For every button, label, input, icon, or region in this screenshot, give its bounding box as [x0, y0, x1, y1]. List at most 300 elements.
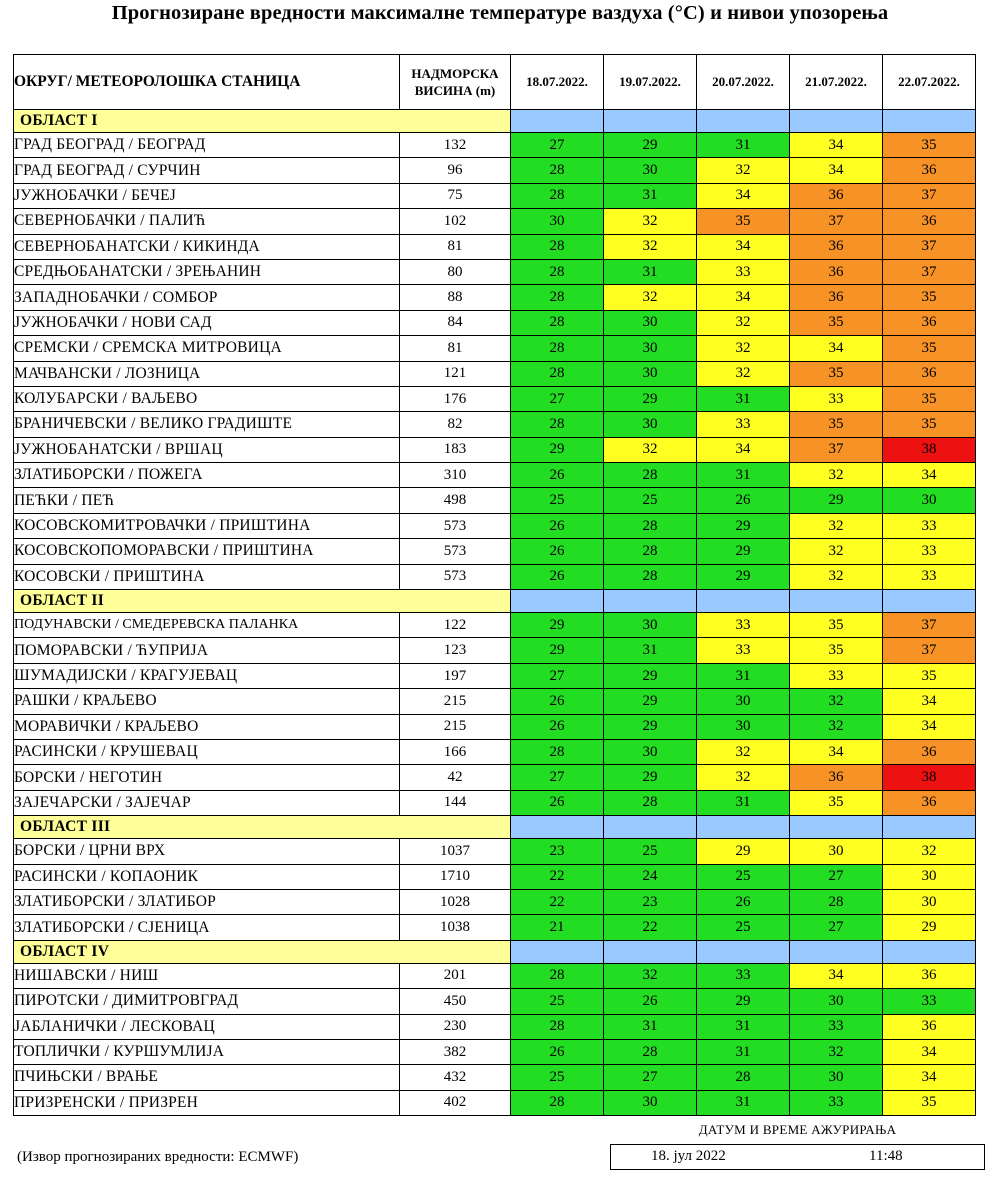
station-name: МАЧВАНСКИ / ЛОЗНИЦА — [14, 361, 400, 386]
temperature-cell: 28 — [604, 790, 697, 815]
temperature-cell: 31 — [697, 1039, 790, 1064]
altitude-value: 573 — [400, 539, 511, 564]
altitude-value: 382 — [400, 1039, 511, 1064]
update-time: 11:48 — [869, 1148, 903, 1164]
temperature-cell: 29 — [604, 765, 697, 790]
temperature-cell: 29 — [604, 663, 697, 688]
altitude-value: 310 — [400, 463, 511, 488]
table-row — [14, 437, 976, 462]
temperature-cell: 30 — [604, 158, 697, 183]
temperature-cell: 35 — [883, 386, 976, 411]
temperature-cell: 31 — [697, 663, 790, 688]
table-row — [14, 336, 976, 361]
table-row — [14, 158, 976, 183]
temperature-cell: 27 — [511, 133, 604, 158]
station-name: РАСИНСКИ / КОПАОНИК — [14, 864, 400, 889]
temperature-cell: 26 — [604, 989, 697, 1014]
temperature-cell: 32 — [790, 539, 883, 564]
region-band-cell — [883, 816, 976, 839]
station-name: ЗЛАТИБОРСКИ / ЗЛАТИБОР — [14, 889, 400, 914]
temperature-cell: 26 — [511, 564, 604, 589]
altitude-value: 144 — [400, 790, 511, 815]
temperature-cell: 34 — [790, 739, 883, 764]
temperature-cell: 31 — [604, 1014, 697, 1039]
altitude-value: 573 — [400, 564, 511, 589]
temperature-cell: 21 — [511, 915, 604, 940]
altitude-value: 450 — [400, 989, 511, 1014]
temperature-cell: 36 — [883, 361, 976, 386]
temperature-cell: 30 — [604, 310, 697, 335]
station-name: КОСОВСКОМИТРОВАЧКИ / ПРИШТИНА — [14, 513, 400, 538]
table-row — [14, 889, 976, 914]
temperature-cell: 36 — [883, 209, 976, 234]
station-name: ПЕЋКИ / ПЕЋ — [14, 488, 400, 513]
station-name: СРЕДЊОБАНАТСКИ / ЗРЕЊАНИН — [14, 259, 400, 284]
temperature-cell: 32 — [790, 564, 883, 589]
temperature-cell: 26 — [697, 889, 790, 914]
table-row — [14, 1065, 976, 1090]
temperature-cell: 28 — [511, 234, 604, 259]
temperature-cell: 29 — [697, 513, 790, 538]
temperature-cell: 29 — [604, 689, 697, 714]
temperature-cell: 28 — [511, 310, 604, 335]
temperature-cell: 35 — [883, 133, 976, 158]
temperature-cell: 25 — [604, 839, 697, 864]
temperature-cell: 31 — [697, 790, 790, 815]
temperature-cell: 33 — [790, 386, 883, 411]
temperature-cell: 35 — [883, 663, 976, 688]
station-name: ЈУЖНОБАНАТСКИ / ВРШАЦ — [14, 437, 400, 462]
altitude-value: 183 — [400, 437, 511, 462]
temperature-cell: 37 — [790, 209, 883, 234]
temperature-cell: 23 — [604, 889, 697, 914]
region-band-cell — [604, 940, 697, 963]
station-name: ШУМАДИЈСКИ / КРАГУЈЕВАЦ — [14, 663, 400, 688]
region-label: ОБЛАСТ III — [14, 816, 511, 839]
temperature-cell: 34 — [790, 158, 883, 183]
temperature-cell: 36 — [790, 765, 883, 790]
temperature-cell: 32 — [697, 336, 790, 361]
station-name: ПРИЗРЕНСКИ / ПРИЗРЕН — [14, 1090, 400, 1115]
temperature-cell: 26 — [511, 1039, 604, 1064]
table-row — [14, 133, 976, 158]
temperature-cell: 30 — [883, 488, 976, 513]
station-name: КОСОВСКОПОМОРАВСКИ / ПРИШТИНА — [14, 539, 400, 564]
table-row — [14, 613, 976, 638]
region-band-cell — [511, 110, 604, 133]
temperature-cell: 35 — [883, 336, 976, 361]
temperature-cell: 31 — [697, 1090, 790, 1115]
temperature-cell: 37 — [883, 638, 976, 663]
temperature-cell: 24 — [604, 864, 697, 889]
temperature-cell: 36 — [790, 234, 883, 259]
temperature-cell: 33 — [790, 663, 883, 688]
temperature-cell: 30 — [883, 864, 976, 889]
region-label: ОБЛАСТ I — [14, 110, 511, 133]
region-band-cell — [883, 940, 976, 963]
temperature-cell: 31 — [697, 463, 790, 488]
station-name: ТОПЛИЧКИ / КУРШУМЛИЈА — [14, 1039, 400, 1064]
table-row — [14, 739, 976, 764]
station-name: БОРСКИ / ЦРНИ ВРХ — [14, 839, 400, 864]
temperature-cell: 34 — [790, 133, 883, 158]
header-altitude-line2: ВИСИНА (m) — [414, 83, 496, 98]
station-name: ЈАБЛАНИЧКИ / ЛЕСКОВАЦ — [14, 1014, 400, 1039]
temperature-cell: 29 — [883, 915, 976, 940]
temperature-cell: 26 — [511, 513, 604, 538]
station-name: СЕВЕРНОБАЧКИ / ПАЛИЋ — [14, 209, 400, 234]
temperature-cell: 28 — [604, 564, 697, 589]
station-name: ЗЛАТИБОРСКИ / СЈЕНИЦА — [14, 915, 400, 940]
temperature-cell: 34 — [790, 336, 883, 361]
altitude-value: 81 — [400, 336, 511, 361]
temperature-cell: 28 — [511, 285, 604, 310]
temperature-cell: 35 — [790, 310, 883, 335]
temperature-cell: 36 — [883, 963, 976, 988]
table-row — [14, 714, 976, 739]
region-label: ОБЛАСТ II — [14, 590, 511, 613]
station-name: ГРАД БЕОГРАД / СУРЧИН — [14, 158, 400, 183]
header-date-5: 22.07.2022. — [883, 55, 976, 110]
header-row — [14, 55, 976, 110]
temperature-cell: 28 — [511, 1090, 604, 1115]
altitude-value: 82 — [400, 412, 511, 437]
temperature-cell: 26 — [511, 790, 604, 815]
temperature-cell: 36 — [790, 285, 883, 310]
station-name: ЗАПАДНОБАЧКИ / СОМБОР — [14, 285, 400, 310]
station-name: БРАНИЧЕВСКИ / ВЕЛИКО ГРАДИШТЕ — [14, 412, 400, 437]
altitude-value: 215 — [400, 689, 511, 714]
temperature-cell: 30 — [511, 209, 604, 234]
altitude-value: 102 — [400, 209, 511, 234]
update-box — [610, 1144, 985, 1170]
temperature-cell: 29 — [604, 386, 697, 411]
region-band-cell — [883, 590, 976, 613]
temperature-cell: 33 — [883, 513, 976, 538]
temperature-cell: 29 — [511, 437, 604, 462]
temperature-cell: 32 — [790, 714, 883, 739]
region-row — [14, 590, 976, 613]
temperature-cell: 31 — [697, 133, 790, 158]
temperature-cell: 30 — [604, 613, 697, 638]
table-row — [14, 839, 976, 864]
temperature-cell: 36 — [790, 259, 883, 284]
station-name: КОСОВСКИ / ПРИШТИНА — [14, 564, 400, 589]
temperature-cell: 32 — [697, 158, 790, 183]
temperature-cell: 28 — [511, 183, 604, 208]
altitude-value: 123 — [400, 638, 511, 663]
temperature-cell: 35 — [790, 638, 883, 663]
region-band-cell — [790, 590, 883, 613]
region-band-cell — [511, 816, 604, 839]
temperature-cell: 32 — [604, 234, 697, 259]
altitude-value: 42 — [400, 765, 511, 790]
altitude-value: 84 — [400, 310, 511, 335]
altitude-value: 402 — [400, 1090, 511, 1115]
header-date-3: 20.07.2022. — [697, 55, 790, 110]
table-row — [14, 663, 976, 688]
region-band-cell — [697, 590, 790, 613]
temperature-cell: 27 — [511, 386, 604, 411]
altitude-value: 96 — [400, 158, 511, 183]
table-row — [14, 790, 976, 815]
table-row — [14, 1014, 976, 1039]
station-name: ПИРОТСКИ / ДИМИТРОВГРАД — [14, 989, 400, 1014]
table-row — [14, 915, 976, 940]
temperature-cell: 30 — [604, 361, 697, 386]
temperature-cell: 29 — [604, 714, 697, 739]
station-name: ЗАЈЕЧАРСКИ / ЗАЈЕЧАР — [14, 790, 400, 815]
temperature-cell: 25 — [697, 915, 790, 940]
table-row — [14, 864, 976, 889]
temperature-cell: 33 — [883, 564, 976, 589]
temperature-cell: 31 — [697, 386, 790, 411]
region-band-cell — [604, 590, 697, 613]
temperature-cell: 29 — [697, 839, 790, 864]
temperature-cell: 30 — [604, 739, 697, 764]
station-name: ЈУЖНОБАЧКИ / БЕЧЕЈ — [14, 183, 400, 208]
temperature-cell: 34 — [883, 689, 976, 714]
altitude-value: 498 — [400, 488, 511, 513]
temperature-cell: 33 — [697, 638, 790, 663]
temperature-cell: 26 — [697, 488, 790, 513]
region-band-cell — [511, 590, 604, 613]
temperature-cell: 37 — [883, 234, 976, 259]
temperature-cell: 28 — [790, 889, 883, 914]
temperature-cell: 26 — [511, 714, 604, 739]
temperature-cell: 27 — [790, 864, 883, 889]
update-date: 18. јул 2022 — [651, 1148, 726, 1164]
temperature-cell: 34 — [883, 463, 976, 488]
temperature-cell: 31 — [604, 638, 697, 663]
station-name: СРЕМСКИ / СРЕМСКА МИТРОВИЦА — [14, 336, 400, 361]
header-date-1: 18.07.2022. — [511, 55, 604, 110]
table-row — [14, 310, 976, 335]
station-name: ПЧИЊСКИ / ВРАЊЕ — [14, 1065, 400, 1090]
temperature-cell: 35 — [790, 361, 883, 386]
region-label: ОБЛАСТ IV — [14, 940, 511, 963]
header-date-2: 19.07.2022. — [604, 55, 697, 110]
table-row — [14, 963, 976, 988]
temperature-cell: 28 — [511, 259, 604, 284]
region-band-cell — [790, 110, 883, 133]
temperature-cell: 22 — [511, 864, 604, 889]
temperature-cell: 26 — [511, 689, 604, 714]
temperature-cell: 30 — [883, 889, 976, 914]
temperature-cell: 25 — [511, 1065, 604, 1090]
temperature-cell: 26 — [511, 539, 604, 564]
table-row — [14, 989, 976, 1014]
temperature-cell: 33 — [697, 613, 790, 638]
temperature-cell: 28 — [511, 1014, 604, 1039]
temperature-cell: 30 — [604, 412, 697, 437]
region-band-cell — [604, 816, 697, 839]
table-row — [14, 386, 976, 411]
temperature-cell: 25 — [511, 989, 604, 1014]
temperature-cell: 36 — [883, 158, 976, 183]
region-band-cell — [790, 816, 883, 839]
altitude-value: 75 — [400, 183, 511, 208]
temperature-cell: 37 — [790, 437, 883, 462]
temperature-cell: 28 — [604, 539, 697, 564]
altitude-value: 1037 — [400, 839, 511, 864]
table-row — [14, 488, 976, 513]
temperature-cell: 25 — [697, 864, 790, 889]
temperature-cell: 32 — [604, 963, 697, 988]
altitude-value: 197 — [400, 663, 511, 688]
temperature-cell: 31 — [697, 1014, 790, 1039]
temperature-cell: 28 — [697, 1065, 790, 1090]
station-name: РАСИНСКИ / КРУШЕВАЦ — [14, 739, 400, 764]
temperature-cell: 32 — [790, 463, 883, 488]
temperature-cell: 32 — [604, 209, 697, 234]
altitude-value: 215 — [400, 714, 511, 739]
region-band-cell — [883, 110, 976, 133]
temperature-cell: 33 — [790, 1090, 883, 1115]
temperature-cell: 37 — [883, 613, 976, 638]
temperature-cell: 33 — [697, 963, 790, 988]
temperature-cell: 36 — [883, 790, 976, 815]
temperature-cell: 28 — [511, 412, 604, 437]
temperature-cell: 28 — [511, 963, 604, 988]
altitude-value: 176 — [400, 386, 511, 411]
temperature-cell: 37 — [883, 259, 976, 284]
temperature-cell: 29 — [511, 613, 604, 638]
temperature-cell: 32 — [883, 839, 976, 864]
table-row — [14, 209, 976, 234]
altitude-value: 201 — [400, 963, 511, 988]
altitude-value: 122 — [400, 613, 511, 638]
station-name: ЗЛАТИБОРСКИ / ПОЖЕГА — [14, 463, 400, 488]
region-row — [14, 110, 976, 133]
temperature-cell: 30 — [697, 714, 790, 739]
temperature-cell: 27 — [511, 765, 604, 790]
station-name: КОЛУБАРСКИ / ВАЉЕВО — [14, 386, 400, 411]
temperature-cell: 32 — [790, 689, 883, 714]
station-name: ПОДУНАВСКИ / СМЕДЕРЕВСКА ПАЛАНКА — [14, 613, 400, 638]
region-band-cell — [511, 940, 604, 963]
altitude-value: 88 — [400, 285, 511, 310]
table-row — [14, 1090, 976, 1115]
temperature-cell: 27 — [604, 1065, 697, 1090]
table-row — [14, 765, 976, 790]
temperature-cell: 32 — [790, 1039, 883, 1064]
temperature-cell: 29 — [604, 133, 697, 158]
station-name: ГРАД БЕОГРАД / БЕОГРАД — [14, 133, 400, 158]
temperature-cell: 27 — [790, 915, 883, 940]
temperature-cell: 35 — [790, 790, 883, 815]
region-band-cell — [790, 940, 883, 963]
region-band-cell — [697, 110, 790, 133]
altitude-value: 1028 — [400, 889, 511, 914]
temperature-cell: 28 — [511, 158, 604, 183]
temperature-cell: 33 — [697, 259, 790, 284]
header-altitude — [400, 55, 511, 110]
source-note: (Извор прогнозираних вредности: ECMWF) — [17, 1149, 299, 1165]
temperature-cell: 25 — [511, 488, 604, 513]
temperature-cell: 34 — [697, 285, 790, 310]
temperature-cell: 34 — [697, 437, 790, 462]
temperature-cell: 33 — [883, 989, 976, 1014]
header-altitude-line1: НАДМОРСКА — [411, 66, 499, 81]
temperature-cell: 30 — [790, 1065, 883, 1090]
altitude-value: 573 — [400, 513, 511, 538]
temperature-cell: 31 — [604, 183, 697, 208]
table-row — [14, 361, 976, 386]
table-row — [14, 1039, 976, 1064]
temperature-cell: 36 — [790, 183, 883, 208]
temperature-cell: 28 — [511, 739, 604, 764]
temperature-cell: 28 — [511, 336, 604, 361]
station-name: РАШКИ / КРАЉЕВО — [14, 689, 400, 714]
region-band-cell — [697, 940, 790, 963]
altitude-value: 166 — [400, 739, 511, 764]
temperature-cell: 29 — [511, 638, 604, 663]
temperature-cell: 38 — [883, 765, 976, 790]
region-band-cell — [697, 816, 790, 839]
altitude-value: 1038 — [400, 915, 511, 940]
temperature-cell: 28 — [604, 463, 697, 488]
temperature-cell: 34 — [790, 963, 883, 988]
table-row — [14, 638, 976, 663]
region-band-cell — [604, 110, 697, 133]
temperature-cell: 33 — [883, 539, 976, 564]
temperature-cell: 32 — [697, 765, 790, 790]
temperature-cell: 22 — [511, 889, 604, 914]
table-row — [14, 539, 976, 564]
temperature-cell: 37 — [883, 183, 976, 208]
temperature-cell: 30 — [790, 839, 883, 864]
header-date-4: 21.07.2022. — [790, 55, 883, 110]
station-name: СЕВЕРНОБАНАТСКИ / КИКИНДА — [14, 234, 400, 259]
temperature-cell: 29 — [697, 989, 790, 1014]
altitude-value: 132 — [400, 133, 511, 158]
page-title: Прогнозиране вредности максималне температуре ваздуха (°C) и нивои упозорења — [111, 2, 889, 24]
temperature-cell: 28 — [604, 513, 697, 538]
table-row — [14, 259, 976, 284]
altitude-value: 80 — [400, 259, 511, 284]
altitude-value: 81 — [400, 234, 511, 259]
temperature-cell: 27 — [511, 663, 604, 688]
region-row — [14, 940, 976, 963]
temperature-cell: 32 — [697, 310, 790, 335]
temperature-cell: 32 — [790, 513, 883, 538]
temperature-cell: 34 — [883, 714, 976, 739]
temperature-cell: 32 — [604, 285, 697, 310]
header-station: ОКРУГ/ МЕТЕОРОЛОШКА СТАНИЦА — [14, 55, 400, 110]
table-row — [14, 183, 976, 208]
station-name: ЈУЖНОБАЧКИ / НОВИ САД — [14, 310, 400, 335]
temperature-cell: 29 — [790, 488, 883, 513]
temperature-cell: 36 — [883, 310, 976, 335]
temperature-cell: 31 — [604, 259, 697, 284]
temperature-cell: 23 — [511, 839, 604, 864]
temperature-cell: 34 — [697, 234, 790, 259]
altitude-value: 432 — [400, 1065, 511, 1090]
table-row — [14, 285, 976, 310]
temperature-cell: 28 — [604, 1039, 697, 1064]
temperature-cell: 36 — [883, 1014, 976, 1039]
station-name: БОРСКИ / НЕГОТИН — [14, 765, 400, 790]
temperature-cell: 32 — [697, 361, 790, 386]
temperature-cell: 35 — [883, 1090, 976, 1115]
temperature-cell: 28 — [511, 361, 604, 386]
temperature-cell: 30 — [697, 689, 790, 714]
temperature-cell: 29 — [697, 564, 790, 589]
temperature-cell: 26 — [511, 463, 604, 488]
temperature-cell: 36 — [883, 739, 976, 764]
table-row — [14, 412, 976, 437]
